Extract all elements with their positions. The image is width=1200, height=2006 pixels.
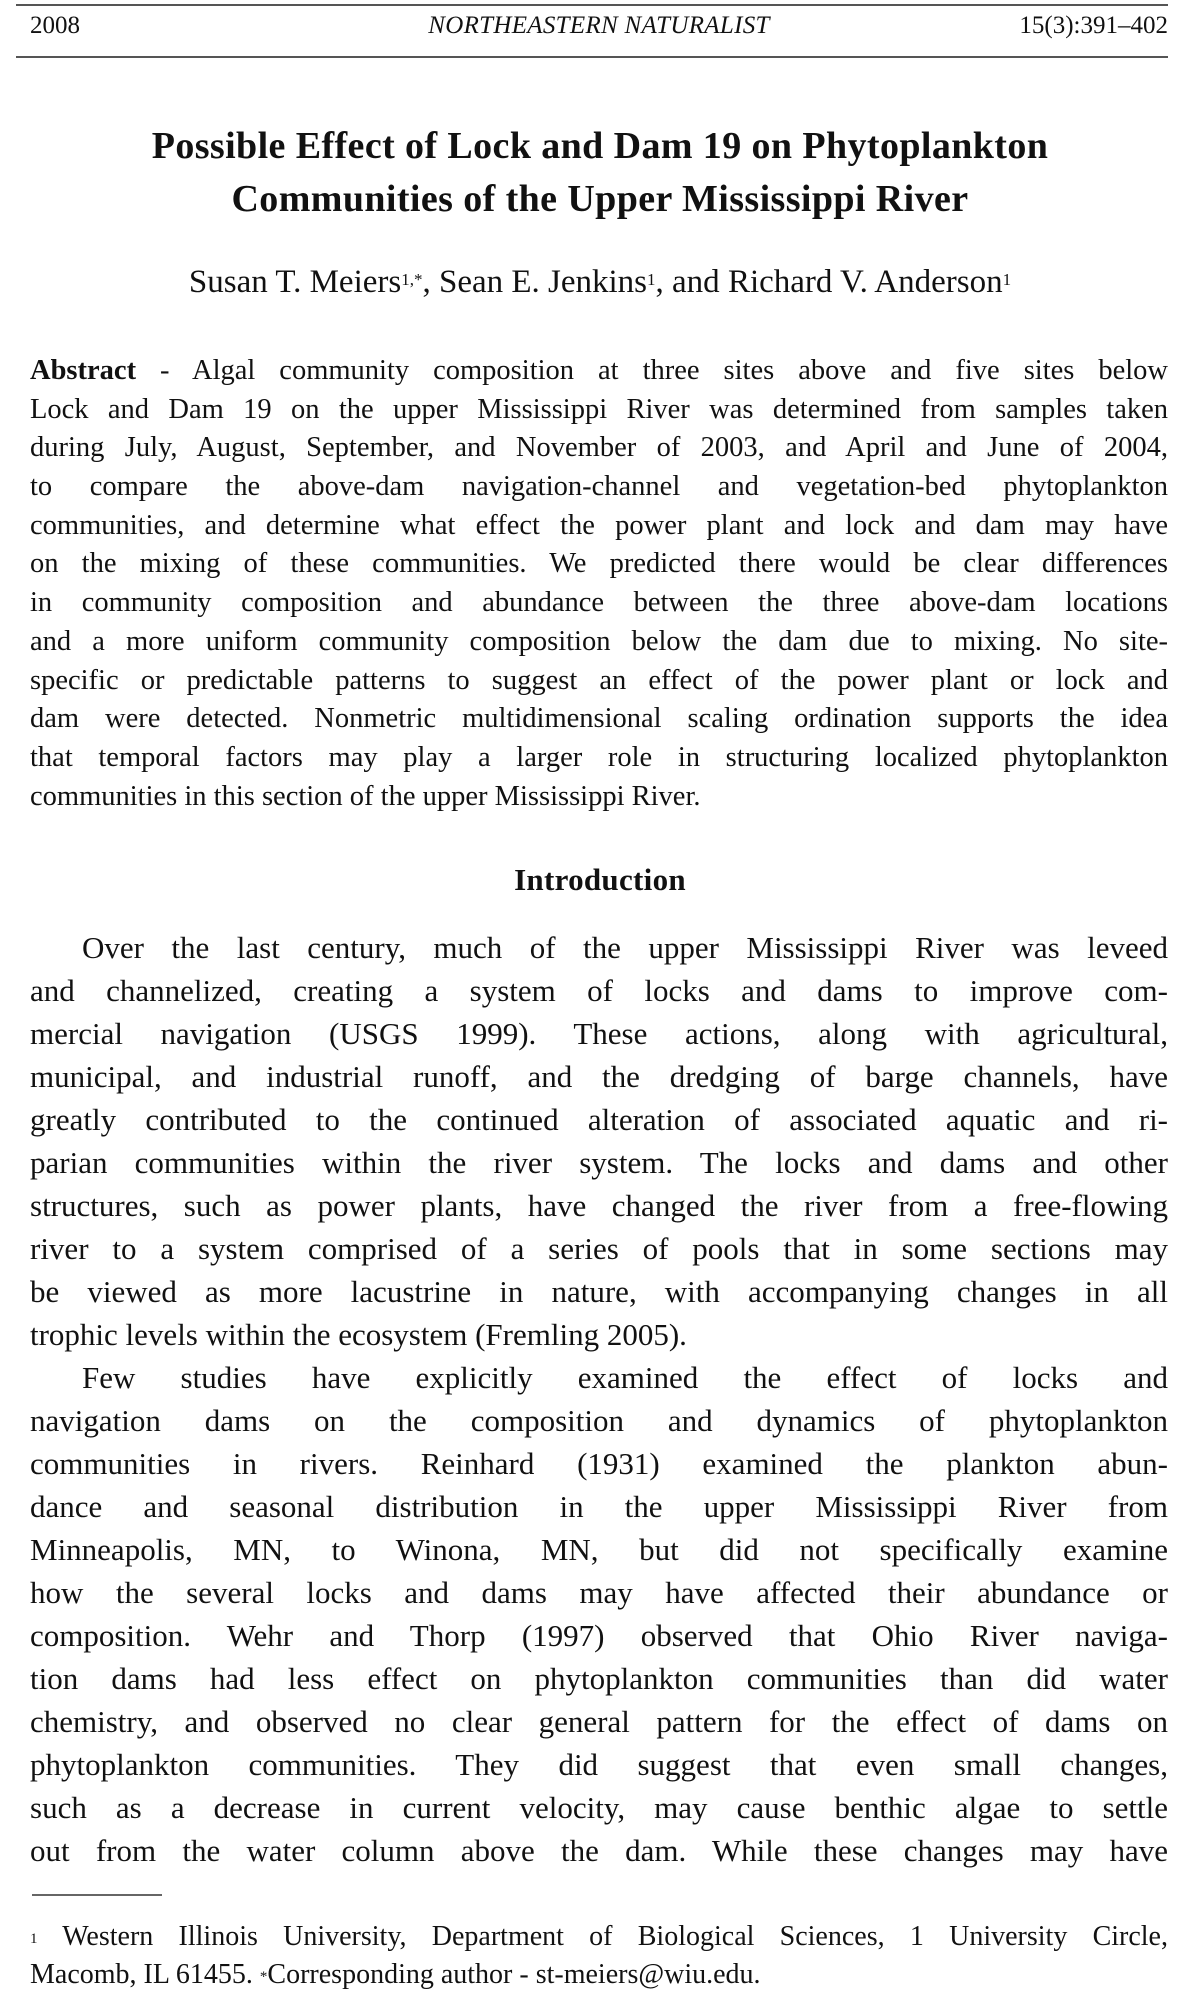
footnote-corresponding-author: Corresponding author - st-meiers@wiu.edu.	[267, 1959, 761, 1990]
author-separator: , and	[655, 264, 728, 300]
author-affiliation-mark: 1	[1002, 270, 1012, 289]
header-citation: 15(3):391–402	[1019, 12, 1168, 39]
footnote-address: Macomb, IL 61455.	[30, 1959, 260, 1990]
abstract-text: Algal community composition at three sites above and five sites below	[191, 355, 1169, 386]
title-line: Possible Effect of Lock and Dam 19 on Phytoplankton	[151, 125, 1049, 167]
paragraph-line: Few studies have explicitly examined the effect of locks and	[82, 1360, 1168, 1395]
paragraph-line: structures, such as power plants, have changed the river from a free-flowing	[30, 1188, 1168, 1223]
paragraph-line: such as a decrease in current velocity, may cause benthic algae to settle	[30, 1790, 1168, 1825]
paragraph-line: mercial navigation (USGS 1999). These actions, along with agricultural,	[30, 1016, 1168, 1051]
paragraph-line: composition. Wehr and Thorp (1997) observed that Ohio River naviga-	[30, 1618, 1168, 1653]
paragraph-line: communities in rivers. Reinhard (1931) examined the plankton abun-	[30, 1446, 1168, 1481]
author-separator: ,	[422, 264, 439, 300]
paragraph-line: river to a system comprised of a series of pools that in some sections may	[30, 1231, 1168, 1266]
footnote-line	[30, 1956, 1168, 1994]
running-header	[30, 12, 1168, 52]
paragraph-line: be viewed as more lacustrine in nature, with accompanying changes in all	[30, 1274, 1168, 1309]
paragraph-line: navigation dams on the composition and dynamics of phytoplankton	[30, 1403, 1168, 1438]
footnote	[30, 1918, 1168, 1994]
author-name: Sean E. Jenkins	[438, 264, 648, 300]
author-name: Richard V. Anderson	[727, 264, 1003, 300]
author-name: Susan T. Meiers	[188, 264, 402, 300]
abstract-line: on the mixing of these communities. We predicted there would be clear differences	[30, 548, 1168, 580]
abstract-line: during July, August, September, and November of 2003, and April and June of 2004,	[30, 432, 1168, 464]
footnote-corresponding-mark: *	[259, 1969, 268, 1985]
abstract-line: and a more uniform community composition below the dam due to mixing. No site-	[30, 625, 1168, 657]
paragraph-line: how the several locks and dams may have affected their abundance or	[30, 1575, 1168, 1610]
paragraph-line: Over the last century, much of the upper Mississippi River was leveed	[82, 930, 1168, 965]
abstract-line: communities in this section of the upper Mississippi River.	[30, 780, 701, 812]
author-affiliation-mark: 1	[647, 270, 656, 289]
paragraph-line: greatly contributed to the continued alteration of associated aquatic and ri-	[30, 1102, 1168, 1137]
header-year: 2008	[30, 12, 80, 39]
abstract-line: Lock and Dam 19 on the upper Mississippi River was determined from samples taken	[30, 393, 1168, 425]
paragraph-line: municipal, and industrial runoff, and the dredging of barge channels, have	[30, 1059, 1168, 1094]
footnote-affiliation: Western Illinois University, Department of Biological Sciences, 1 University Circle,	[62, 1921, 1168, 1952]
paragraph-line: dance and seasonal distribution in the upper Mississippi River from	[30, 1489, 1168, 1524]
footnote-line	[30, 1918, 1168, 1956]
paragraph-line: phytoplankton communities. They did suggest that even small changes,	[30, 1747, 1168, 1782]
introduction-paragraph-2	[30, 1356, 1168, 1872]
paragraph-line: out from the water column above the dam. While these changes may have	[30, 1833, 1168, 1868]
abstract-label-separator: -	[136, 355, 192, 386]
footnote-affiliation-mark: 1	[30, 1931, 38, 1947]
abstract-line: that temporal factors may play a larger role in structuring localized phytoplankton	[30, 741, 1168, 773]
paragraph-line: Minneapolis, MN, to Winona, MN, but did not specifically examine	[30, 1532, 1168, 1567]
abstract	[30, 352, 1168, 816]
author-affiliation-mark: 1,*	[401, 270, 423, 289]
abstract-line: dam were detected. Nonmetric multidimensional scaling ordination supports the idea	[30, 703, 1168, 735]
header-journal-name: NORTHEASTERN NATURALIST	[428, 12, 770, 39]
author-list	[0, 262, 1200, 302]
paragraph-line: and channelized, creating a system of locks and dams to improve com-	[30, 973, 1168, 1008]
abstract-line: in community composition and abundance between the three above-dam locations	[30, 587, 1168, 619]
paragraph-line: tion dams had less effect on phytoplankton communities than did water	[30, 1661, 1168, 1696]
section-heading-introduction: Introduction	[514, 862, 686, 897]
paragraph-line: chemistry, and observed no clear general pattern for the effect of dams on	[30, 1704, 1168, 1739]
paragraph-line: trophic levels within the ecosystem (Fremling 2005).	[30, 1317, 687, 1352]
title-line: Communities of the Upper Mississippi River	[231, 178, 969, 220]
abstract-line: specific or predictable patterns to suggest an effect of the power plant or lock and	[30, 664, 1168, 696]
abstract-line	[30, 352, 1168, 391]
header-top-rule	[16, 4, 1168, 6]
footnote-rule	[32, 1894, 162, 1896]
abstract-line: communities, and determine what effect the power plant and lock and dam may have	[30, 509, 1168, 541]
abstract-label: Abstract	[30, 355, 137, 386]
abstract-line: to compare the above-dam navigation-channel and vegetation-bed phytoplankton	[30, 471, 1168, 503]
paragraph-line: parian communities within the river system. The locks and dams and other	[30, 1145, 1168, 1180]
header-bottom-rule	[16, 56, 1168, 58]
article-title	[0, 120, 1200, 226]
introduction-paragraph-1	[30, 926, 1168, 1356]
